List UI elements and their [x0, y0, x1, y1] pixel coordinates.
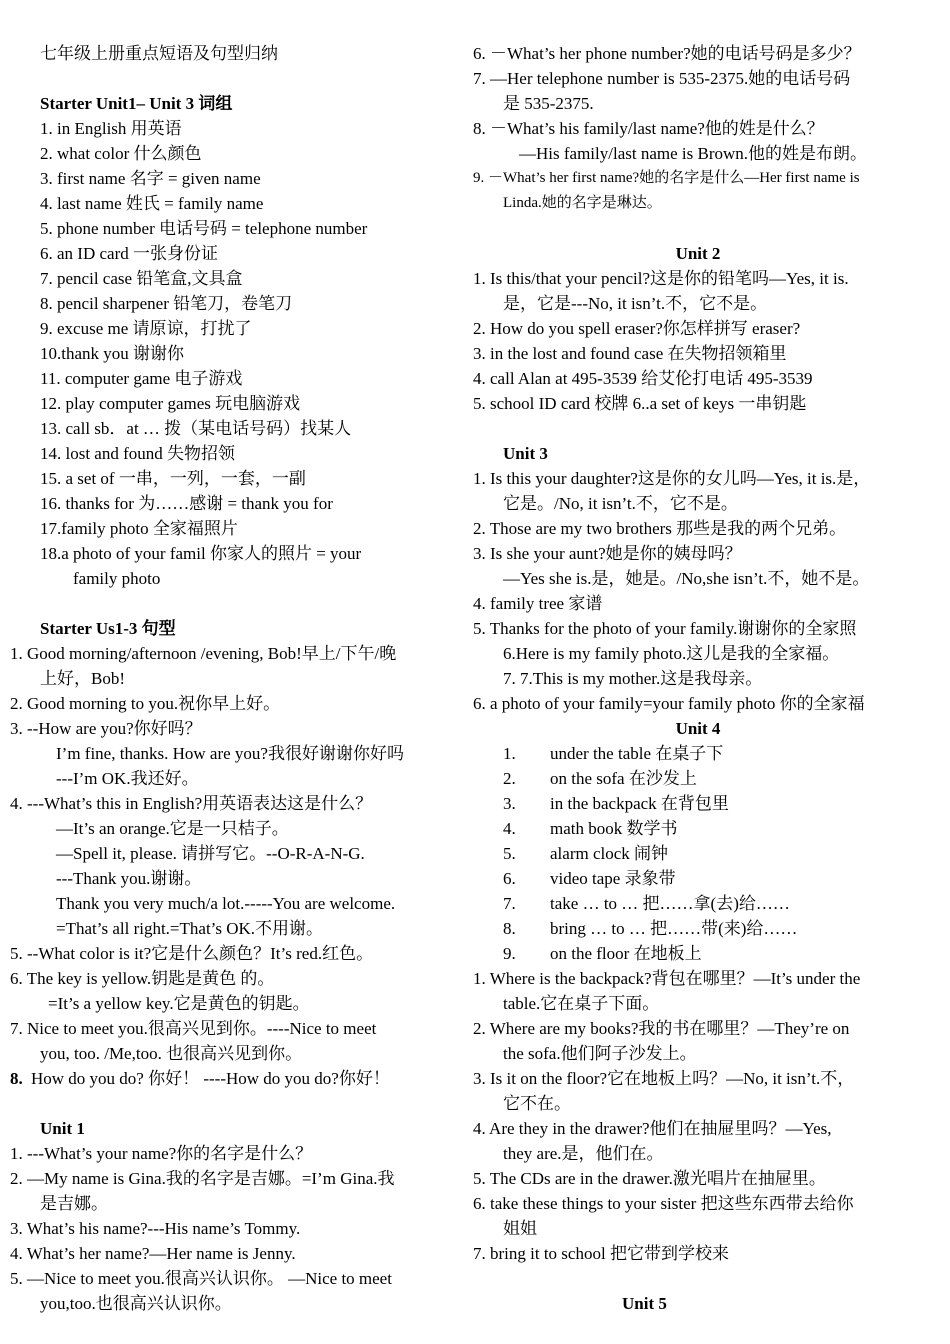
left-text-line: How do you do? 你好！ ----How do you do?你好！ [31, 1069, 390, 1088]
right-text-line: 4. family tree 家谱 [473, 594, 603, 613]
right-text-line: 1. [503, 744, 516, 763]
right-text-line: 1. Is this/that your pencil?这是你的铅笔吗—Yes, it is. [473, 269, 849, 288]
right-text-line: Unit 3 [503, 444, 548, 463]
left-text-line: 3. --How are you?你好吗？ [10, 719, 202, 738]
left-text-line: —It’s an orange.它是一只桔子。 [56, 819, 289, 838]
left-text-line: 8. pencil sharpener 铅笔刀，卷笔刀 [40, 294, 293, 313]
left-text-line: 7. Nice to meet you.很高兴见到你。----Nice to meet [10, 1019, 377, 1038]
left-text-line: 5. --What color is it?它是什么颜色？It’s red.红色。 [10, 944, 374, 963]
right-text-line: 6. [503, 869, 516, 888]
left-text-line: 15. a set of 一串，一列，一套，一副 [40, 469, 306, 488]
right-text-line: 4. Are they in the drawer?他们在抽屉里吗？—Yes, [473, 1119, 832, 1138]
left-text-line: 4. What’s her name?—Her name is Jenny. [10, 1244, 296, 1263]
right-text-line: 5. Thanks for the photo of your family.谢谢你的全家照 [473, 619, 857, 638]
right-text-line: 7. [503, 894, 516, 913]
right-text-line: 3. [503, 794, 516, 813]
right-text-line: 6. a photo of your family=your family photo 你的全家福 [473, 694, 865, 713]
left-text-line: 4. ---What’s this in English?用英语表达这是什么？ [10, 794, 373, 813]
right-text-line: 6.Here is my family photo.这儿是我的全家福。 [503, 644, 840, 663]
right-text-line: 5. school ID card 校牌 6..a set of keys 一串钥匙 [473, 394, 807, 413]
left-text-line: =It’s a yellow key.它是黄色的钥匙。 [48, 994, 310, 1013]
left-text-line: 17.family photo 全家福照片 [40, 519, 238, 538]
left-text-line: 是吉娜。 [40, 1194, 108, 1213]
right-text-line: 7. 7.This is my mother.这是我母亲。 [503, 669, 763, 688]
right-text-line: they are.是，他们在。 [503, 1144, 664, 1163]
right-text-line: 4. [503, 819, 516, 838]
right-text-line: on the floor 在地板上 [550, 944, 702, 963]
right-text-line: in the backpack 在背包里 [550, 794, 729, 813]
left-text-line: you, too. /Me,too. 也很高兴见到你。 [40, 1044, 303, 1063]
right-text-line: Unit 2 [675, 244, 721, 263]
left-text-line: Starter Unit1– Unit 3 词组 [40, 94, 233, 113]
right-text-line: 7. bring it to school 把它带到学校来 [473, 1244, 729, 1263]
left-text-line: I’m fine, thanks. How are you?我很好谢谢你好吗 [56, 744, 404, 763]
right-text-line: the sofa.他们阿子沙发上。 [503, 1044, 697, 1063]
left-text-line: 9. excuse me 请原谅，打扰了 [40, 319, 252, 338]
left-text-line: 上好，Bob! [40, 669, 125, 688]
right-text-line: 6. －What’s her phone number?她的电话号码是多少？ [473, 44, 861, 63]
right-text-line: 9. [503, 944, 516, 963]
left-text-line: 8. [10, 1069, 23, 1088]
right-text-line: bring … to … 把……带(来)给…… [550, 919, 798, 938]
right-text-line: table.它在桌子下面。 [503, 994, 660, 1013]
right-text-line: 8. －What’s his family/last name?他的姓是什么？ [473, 119, 824, 138]
right-text-line: 3. Is she your aunt?她是你的姨母吗？ [473, 544, 742, 563]
right-text-line: under the table 在桌子下 [550, 744, 724, 763]
left-text-line: 13. call sb．at … 拨（某电话号码）找某人 [40, 419, 352, 438]
left-text-line: Thank you very much/a lot.-----You are welcome. [56, 894, 396, 913]
left-text-line: 1. Good morning/afternoon /evening, Bob!早上/下午/晚 [10, 644, 397, 663]
right-text-line: math book 数学书 [550, 819, 678, 838]
right-text-line: 1. Is this your daughter?这是你的女儿吗—Yes, it is.是， [473, 469, 871, 488]
left-text-line: ---I’m OK.我还好。 [56, 769, 199, 788]
left-text-line: 2. what color 什么颜色 [40, 144, 202, 163]
left-text-line: 2. Good morning to you.祝你早上好。 [10, 694, 281, 713]
left-text-line: family photo [73, 569, 161, 588]
left-text-line: 14. lost and found 失物招领 [40, 444, 236, 463]
left-text-line: 5. phone number 电话号码 = telephone number [40, 219, 368, 238]
left-text-line: ---Thank you.谢谢。 [56, 869, 202, 888]
left-text-line: —Spell it, please. 请拼写它。--O-R-A-N-G. [56, 844, 365, 863]
left-text-line: 10.thank you 谢谢你 [40, 344, 185, 363]
left-text-line: you,too.也很高兴认识你。 [40, 1294, 232, 1313]
right-text-line: video tape 录象带 [550, 869, 676, 888]
left-text-line: 6. an ID card 一张身份证 [40, 244, 218, 263]
left-text-line: =That’s all right.=That’s OK.不用谢。 [56, 919, 324, 938]
left-text-line: 4. last name 姓氏 = family name [40, 194, 264, 213]
right-text-line: alarm clock 闹钟 [550, 844, 669, 863]
right-text-line: 它是。/No, it isn’t.不，它不是。 [503, 494, 738, 513]
left-text-line: 18.a photo of your famil 你家人的照片 = your [40, 544, 362, 563]
right-text-line: —Yes she is.是，她是。/No,she isn’t.不，她不是。 [503, 569, 870, 588]
right-text-line: 3. in the lost and found case 在失物招领箱里 [473, 344, 787, 363]
left-text-line: 11. computer game 电子游戏 [40, 369, 243, 388]
left-text-line: 1. in English 用英语 [40, 119, 182, 138]
right-text-line: 2. Where are my books?我的书在哪里？—They’re on [473, 1019, 850, 1038]
right-text-line: Unit 5 [622, 1294, 667, 1313]
left-text-line: 6. The key is yellow.钥匙是黄色 的。 [10, 969, 275, 988]
left-text-line: 16. thanks for 为……感谢 = thank you for [40, 494, 333, 513]
right-text-line: Linda.她的名字是琳达。 [503, 195, 662, 211]
right-text-line: 1. Where is the backpack?背包在哪里？—It’s under the [473, 969, 861, 988]
left-text-line: 12. play computer games 玩电脑游戏 [40, 394, 301, 413]
right-text-line: 5. [503, 844, 516, 863]
right-text-line: 它不在。 [503, 1094, 571, 1113]
left-text-line: 1. ---What’s your name?你的名字是什么？ [10, 1144, 313, 1163]
left-text-line: 3. What’s his name?---His name’s Tommy. [10, 1219, 301, 1238]
right-text-line: on the sofa 在沙发上 [550, 769, 697, 788]
right-text-line: 3. Is it on the floor?它在地板上吗？—No, it isn’t.不， [473, 1069, 855, 1088]
left-text-line: 3. first name 名字 = given name [40, 169, 261, 188]
right-text-line: 6. take these things to your sister 把这些东西带去给你 [473, 1194, 854, 1213]
left-text-line: 5. —Nice to meet you.很高兴认识你。 —Nice to meet [10, 1269, 392, 1288]
right-text-line: 8. [503, 919, 516, 938]
right-text-line: 2. Those are my two brothers 那些是我的两个兄弟。 [473, 519, 847, 538]
right-text-line: 2. [503, 769, 516, 788]
right-text-line: 姐姐 [503, 1219, 537, 1238]
right-text-line: 5. The CDs are in the drawer.激光唱片在抽屉里。 [473, 1169, 826, 1188]
right-text-line: 7. —Her telephone number is 535-2375.她的电话号码 [473, 69, 851, 88]
right-text-line: —His family/last name is Brown.他的姓是布朗。 [519, 144, 868, 163]
right-text-line: 是 535-2375. [503, 94, 594, 113]
right-text-line: 9. －What’s her first name?她的名字是什么—Her first name is [473, 170, 860, 186]
right-text-line: Unit 4 [675, 719, 721, 738]
left-text-line: Starter Us1-3 句型 [40, 619, 176, 638]
right-text-line: 是，它是---No, it isn’t.不，它不是。 [503, 294, 768, 313]
left-text-line: 7. pencil case 铅笔盒,文具盒 [40, 269, 243, 288]
left-text-line: 2. —My name is Gina.我的名字是吉娜。=I’m Gina.我 [10, 1169, 395, 1188]
right-text-line: 2. How do you spell eraser?你怎样拼写 eraser? [473, 319, 801, 338]
left-text-line: 七年级上册重点短语及句型归纳 [40, 44, 278, 63]
right-text-line: take … to … 把……拿(去)给…… [550, 894, 790, 913]
left-text-line: Unit 1 [40, 1119, 85, 1138]
right-text-line: 4. call Alan at 495-3539 给艾伦打电话 495-3539 [473, 369, 813, 388]
